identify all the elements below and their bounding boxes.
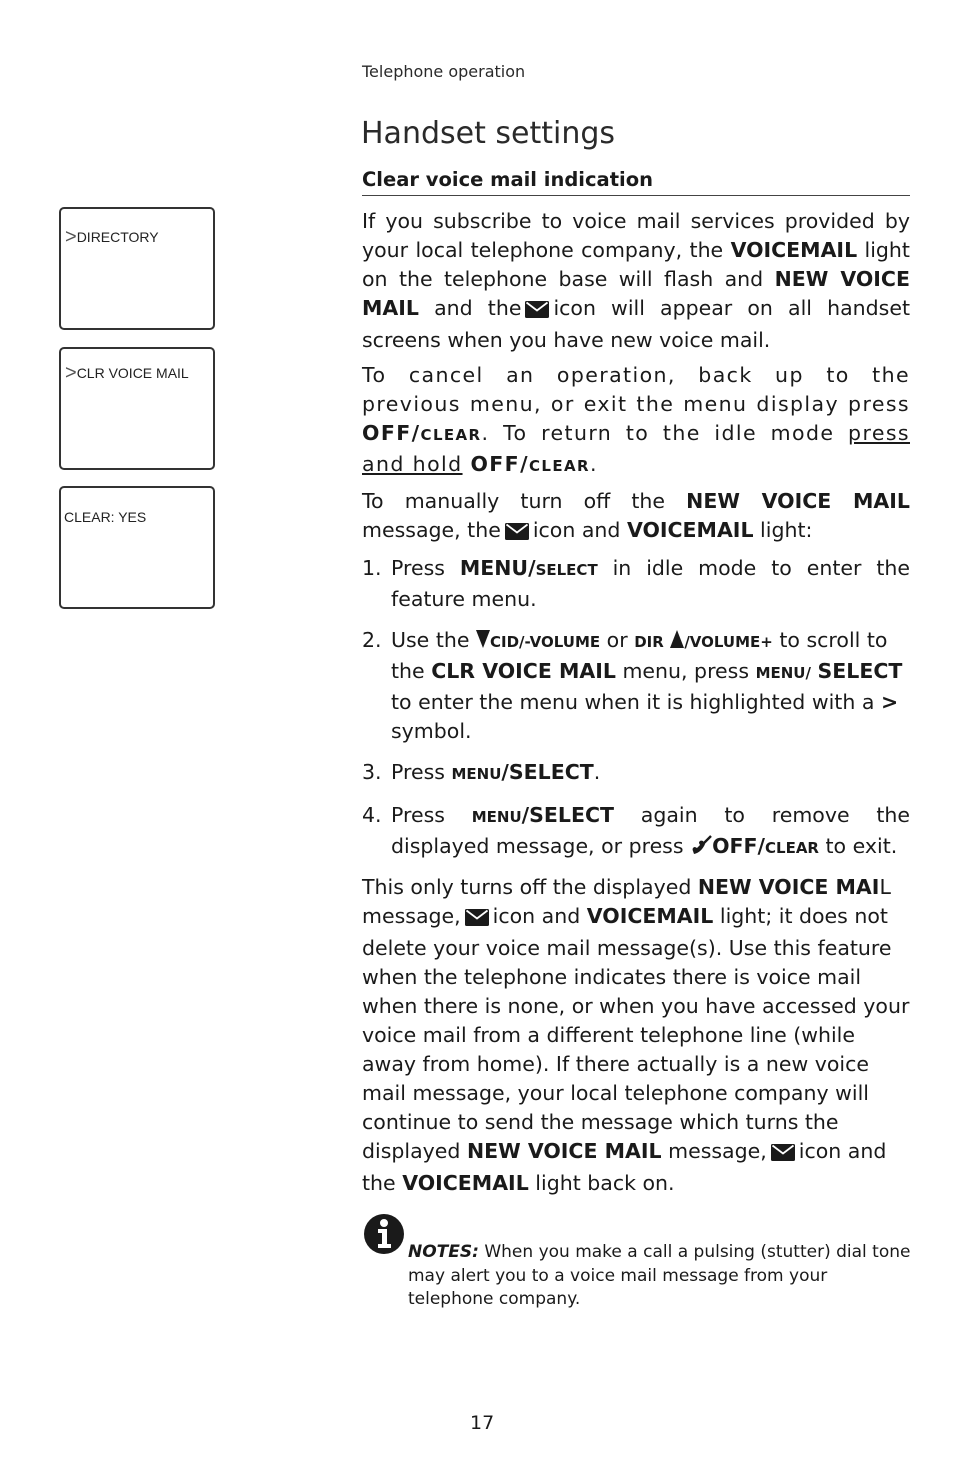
info-icon xyxy=(363,1213,405,1259)
list-item: 1. Press MENU/SELECT in idle mode to enter the feature menu. xyxy=(362,556,910,611)
page-number: 17 xyxy=(470,1412,495,1434)
screen-text: DIRECTORY xyxy=(76,229,159,245)
handset-screen-directory xyxy=(59,207,215,330)
section-subtitle: Clear voice mail indication xyxy=(362,168,910,196)
notes-label: NOTES: xyxy=(408,1242,479,1262)
notes-box xyxy=(408,1241,913,1312)
main-content xyxy=(362,207,910,1204)
steps-list xyxy=(362,554,910,863)
selection-caret: > xyxy=(65,226,77,248)
notes-text: When you make a call a pulsing (stutter) dial tone may alert you to a voice mail message from your telephone company. xyxy=(408,1242,911,1309)
paragraph-cancel: To cancel an operation, back up to the previous menu, or exit the menu display press OFF/CLEAR. To return to the idle mode press and hold OFF/CLEAR. xyxy=(362,363,910,476)
list-item: 4. Press MENU/SELECT again to remove the displayed message, or press OFF/CLEAR to exit. xyxy=(362,803,910,858)
envelope-icon xyxy=(465,905,489,934)
handset-screen-clr-voice-mail xyxy=(59,347,215,470)
envelope-icon xyxy=(771,1140,795,1169)
screen-text: CLEAR: YES xyxy=(64,509,147,525)
running-header: Telephone operation xyxy=(362,62,526,81)
selection-caret: > xyxy=(65,362,77,384)
envelope-icon xyxy=(505,519,529,548)
list-item: 3. Press MENU/SELECT. xyxy=(362,760,601,784)
up-triangle-icon xyxy=(670,628,684,652)
handset-screen-clear-yes xyxy=(59,486,215,609)
paragraph-manual: To manually turn off the NEW VOICE MAIL message, the icon and VOICEMAIL light: xyxy=(362,487,910,548)
phone-off-icon xyxy=(690,834,712,858)
page-title: Handset settings xyxy=(361,116,616,151)
envelope-icon xyxy=(525,297,549,326)
list-item: 2. Use the CID/-VOLUME or DIR /VOLUME+ to scroll to the CLR VOICE MAIL menu, press MENU/ SELECT to enter the menu when it is highlighted with a > symbol. xyxy=(362,628,903,743)
paragraph-explanation: This only turns off the displayed NEW VOICE MAIL message, icon and VOICEMAIL light; it does not delete your voice mail message(s). Use this feature when the telephone indicates there is voice mail when there is none, or when you have accessed your voice mail from a different telephone line (while away from home). If there actually is a new voice mail message, your local telephone company will continue to send the message which turns the displayed NEW VOICE MAIL message, icon and the VOICEMAIL light back on. xyxy=(362,875,910,1195)
down-triangle-icon xyxy=(476,628,490,652)
paragraph-intro: If you subscribe to voice mail services provided by your local telephone company, the VOICEMAIL light on the telephone base will flash and NEW VOICE MAIL and the icon will appear on all handset screens when you have new voice mail. xyxy=(362,209,910,352)
screen-text: CLR VOICE MAIL xyxy=(76,365,189,381)
